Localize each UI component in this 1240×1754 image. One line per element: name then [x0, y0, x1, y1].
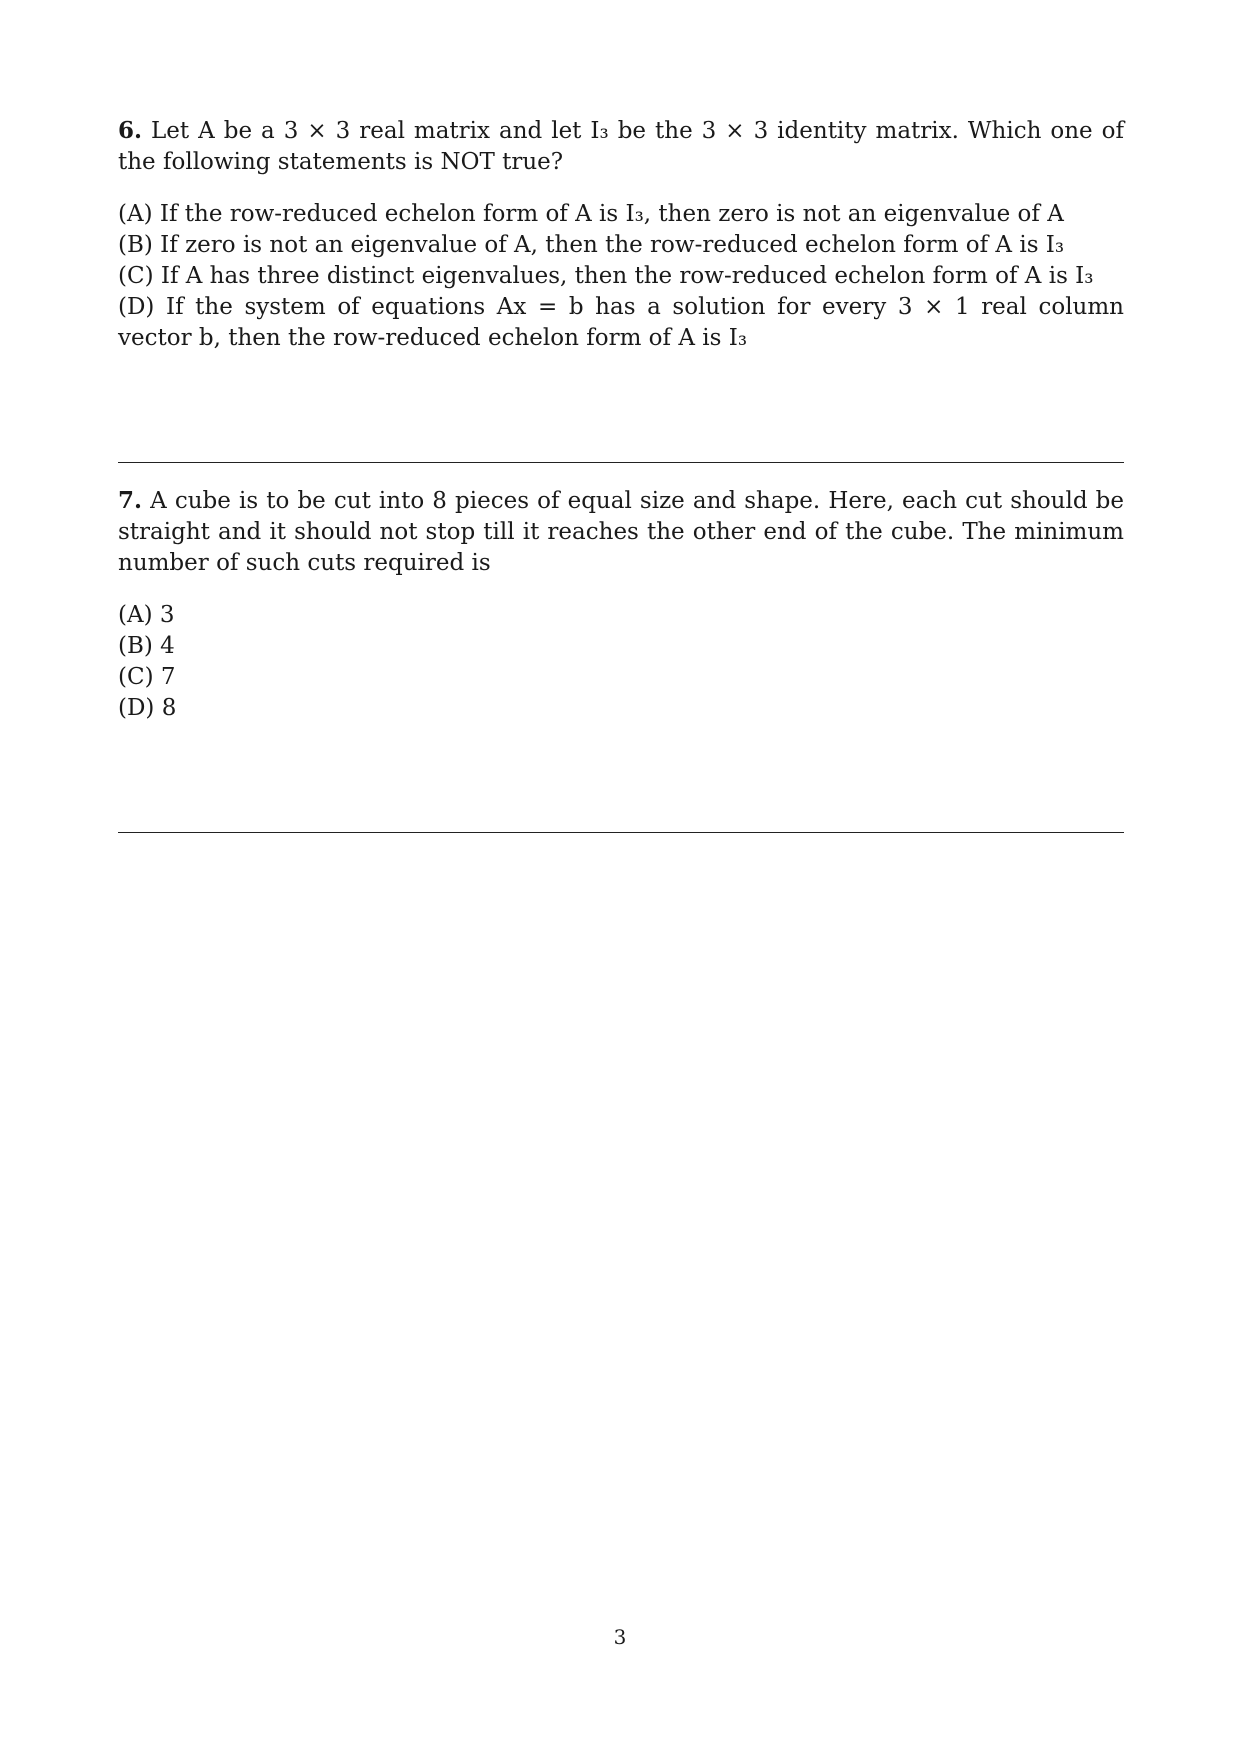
question-6 [118, 115, 1124, 354]
question-7-stem [118, 485, 1124, 579]
question-7-text: A cube is to be cut into 8 pieces of equal size and shape. Here, each cut should be straight and it should not stop till it reaches the other end of the cube. The minimum number of such cuts required is [118, 488, 1124, 576]
question-7-option-b: (B) 4 [118, 633, 175, 659]
question-7-option-d: (D) 8 [118, 695, 177, 721]
question-6-option-b: (B) If zero is not an eigenvalue of A, then the row-reduced echelon form of A is I₃ [118, 232, 1065, 258]
question-7-option-a: (A) 3 [118, 602, 175, 628]
question-7-option-c: (C) 7 [118, 664, 176, 690]
question-6-text: Let A be a 3 × 3 real matrix and let I₃ be the 3 × 3 identity matrix. Which one of the following statements is NOT true? [118, 118, 1125, 175]
question-6-stem [118, 115, 1124, 178]
question-6-option-d: (D) If the system of equations Ax = b has a solution for every 3 × 1 real column vector b, then the row-reduced echelon form of A is I₃ [118, 294, 1124, 351]
question-7-number: 7. [118, 487, 143, 514]
question-7 [118, 485, 1124, 724]
page-number: 3 [613, 1625, 627, 1649]
question-6-number: 6. [118, 117, 143, 144]
section-divider [118, 832, 1124, 833]
question-6-option-c: (C) If A has three distinct eigenvalues, then the row-reduced echelon form of A is I₃ [118, 263, 1094, 289]
question-6-option-a: (A) If the row-reduced echelon form of A is I₃, then zero is not an eigenvalue of A [118, 201, 1064, 227]
section-divider [118, 462, 1124, 463]
